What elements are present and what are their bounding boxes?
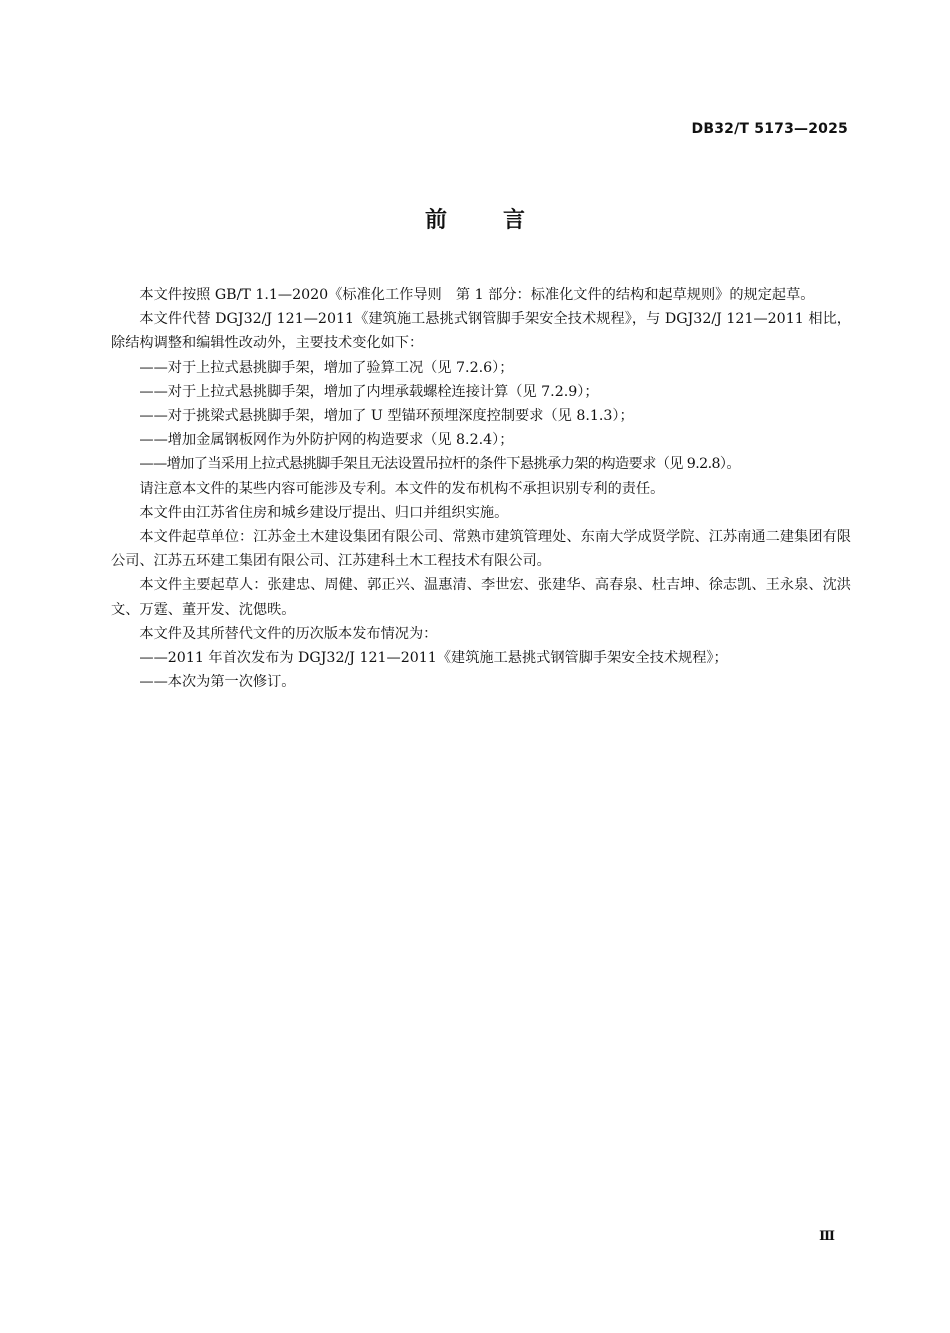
paragraph-drafting-units: 本文件起草单位：江苏金土木建设集团有限公司、常熟市建筑管理处、东南大学成贤学院、江苏南通二建集团有限公司、江苏五环建工集团有限公司、江苏建科土木工程技术有限公司。 <box>111 529 851 570</box>
history-item: ——2011 年首次发布为 DGJ32/J 121—2011《建筑施工悬挑式钢管脚手架安全技术规程》； <box>139 650 728 667</box>
page-title: 前言 <box>424 208 581 233</box>
paragraph-drafters: 本文件主要起草人：张建忠、周健、郭正兴、温惠清、李世宏、张建华、高春泉、杜吉坤、徐志凯、王永泉、沈洪文、万霆、董开发、沈偲昳。 <box>111 577 851 618</box>
change-item: ——对于上拉式悬挑脚手架，增加了内埋承载螺栓连接计算（见 7.2.9）； <box>139 383 599 400</box>
paragraph-proposer: 本文件由江苏省住房和城乡建设厅提出、归口并组织实施。 <box>139 504 509 521</box>
foreword-body <box>111 283 851 694</box>
history-item: ——本次为第一次修订。 <box>139 674 296 691</box>
page-number: Ⅲ <box>819 1229 835 1244</box>
standard-code: DB32/T 5173—2025 <box>691 121 848 137</box>
change-item: ——对于上拉式悬挑脚手架，增加了验算工况（见 7.2.6）； <box>139 359 514 376</box>
paragraph-replacement: 本文件代替 DGJ32/J 121—2011《建筑施工悬挑式钢管脚手架安全技术规程》，与 DGJ32/J 121—2011 相比，除结构调整和编辑性改动外，主要技术变化如下： <box>111 311 851 352</box>
change-item: ——增加了当采用上拉式悬挑脚手架且无法设置吊拉杆的条件下悬挑承力架的构造要求（见 9.2.8）。 <box>139 456 740 473</box>
paragraph-drafting-basis: 本文件按照 GB/T 1.1—2020《标准化工作导则 第 1 部分：标准化文件的结构和起草规则》的规定起草。 <box>139 287 815 303</box>
paragraph-patent-notice: 请注意本文件的某些内容可能涉及专利。本文件的发布机构不承担识别专利的责任。 <box>139 480 665 497</box>
paragraph-history-intro: 本文件及其所替代文件的历次版本发布情况为： <box>139 625 438 642</box>
change-item: ——增加金属钢板网作为外防护网的构造要求（见 8.2.4）； <box>139 432 514 449</box>
change-item: ——对于挑梁式悬挑脚手架，增加了 U 型锚环预埋深度控制要求（见 8.1.3）； <box>139 408 634 425</box>
